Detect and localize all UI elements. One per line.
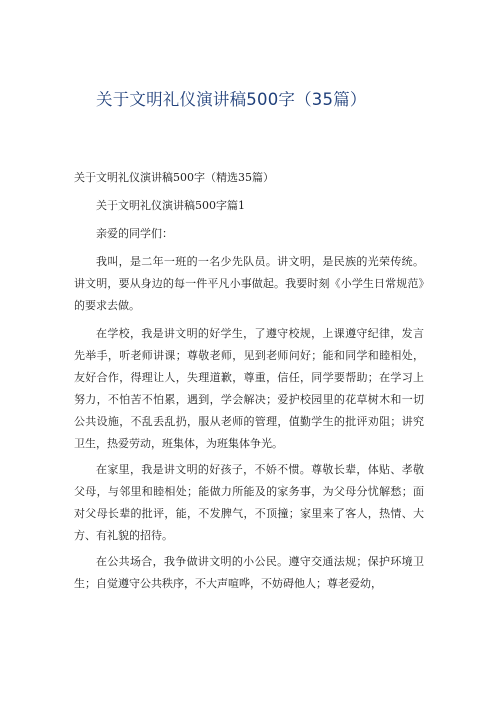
paragraph-school: 在学校，我是讲文明的好学生，了遵守校规，上课遵守纪律，发言先举手，听老师讲课；尊敬老师，见到老师问好；能和同学和睦相处，友好合作，得理让人，失理道歉，尊重，信任，同学要帮助；在学习上努力，不怕苦不怕累，遇到，学会解决；爱护校园里的花草树木和一切公共设施，不乱丢乱扔，服从老师的管理，值勤学生的批评劝阻；讲究卫生，热爱劳动，班集体，为班集体争光。 [74, 327, 424, 450]
document-body [74, 167, 424, 595]
section-heading: 关于文明礼仪演讲稿500字篇1 [96, 199, 245, 212]
salutation: 亲爱的同学们： [96, 227, 173, 240]
paragraph-home: 在家里，我是讲文明的好孩子，不娇不惯。尊敬长辈，体贴、孝敬父母，与邻里和睦相处；能做力所能及的家务事，为父母分忧解愁；面对父母长辈的批评，能，不发脾气，不顶撞；家里来了客人，热情、大方、有礼貌的招待。 [74, 463, 424, 542]
paragraph-public: 在公共场合，我争做讲文明的小公民。遵守交通法规；保护环境卫生；自觉遵守公共秩序，不大声喧哗，不妨碍他人；尊老爱幼， [74, 555, 424, 590]
body-subtitle: 关于文明礼仪演讲稿500字（精选35篇） [74, 171, 274, 184]
paragraph-intro: 我叫，是二年一班的一名少先队员。讲文明，是民族的光荣传统。讲文明，要从身边的每一件平凡小事做起。我要时刻《小学生日常规范》的要求去做。 [74, 255, 424, 312]
document-title: 关于文明礼仪演讲稿500字（35篇） [96, 90, 367, 109]
